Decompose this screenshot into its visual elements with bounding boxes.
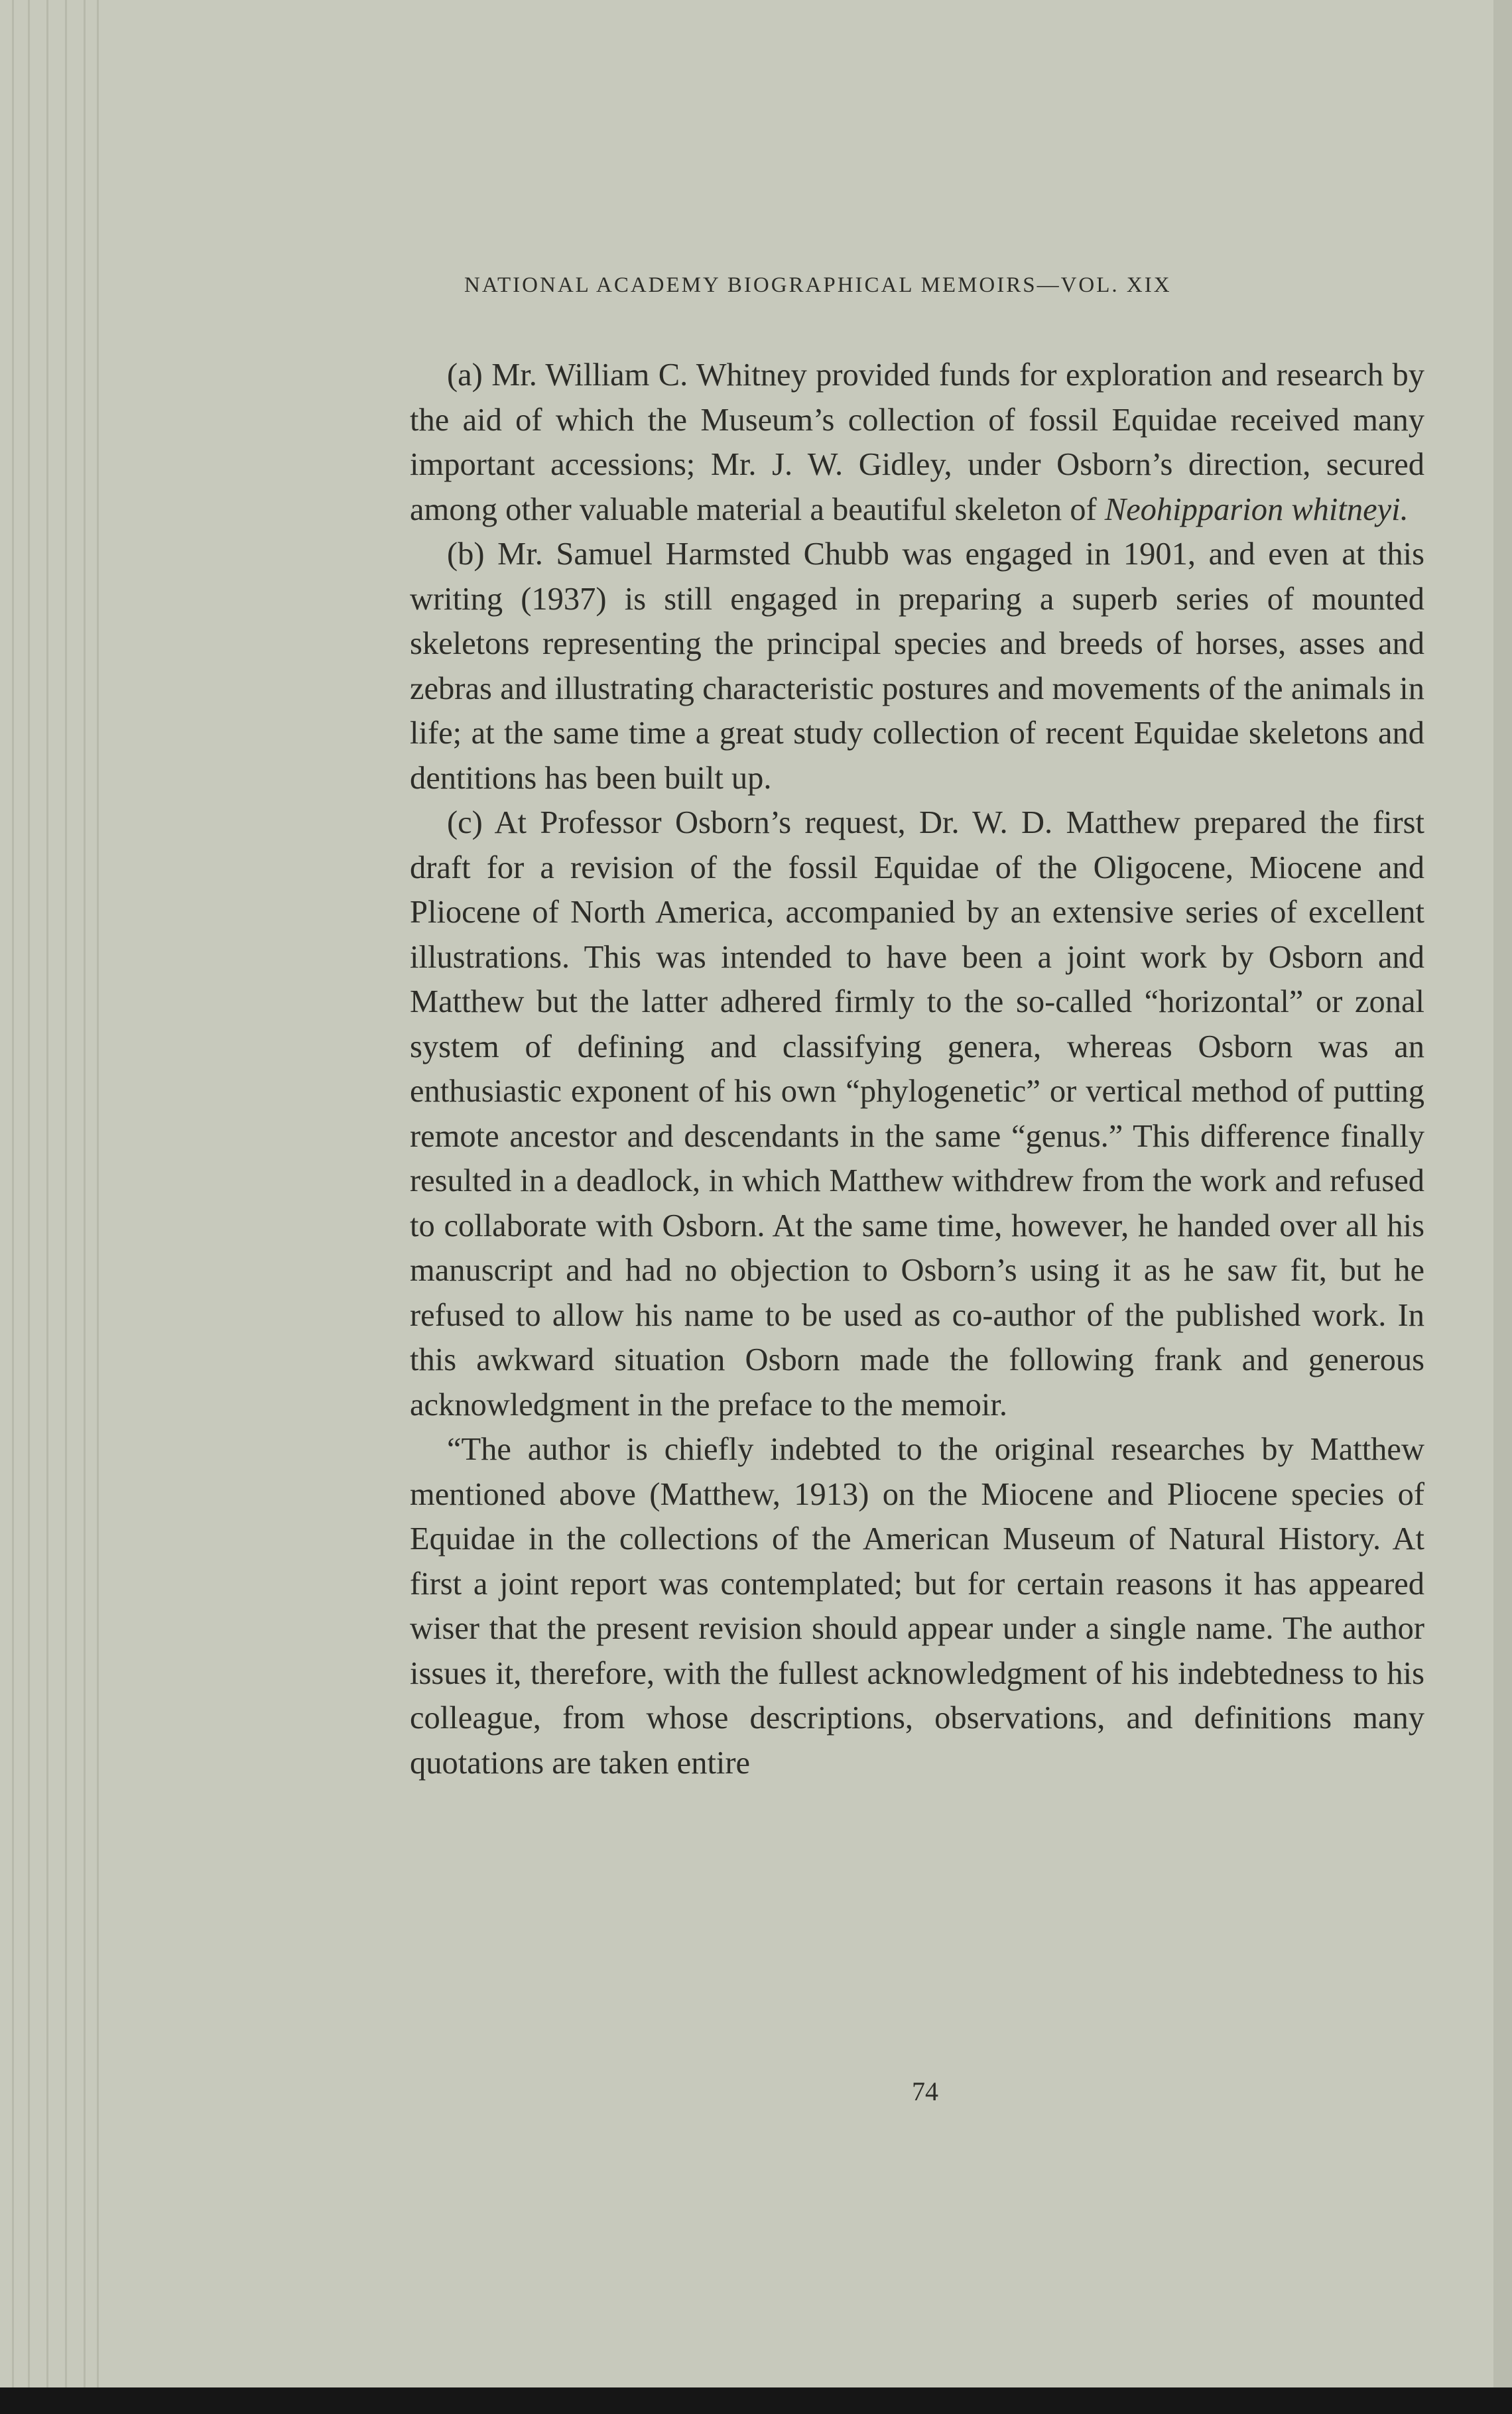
page-edge	[46, 0, 48, 2387]
body-text	[410, 353, 1424, 1785]
page-edge	[12, 0, 14, 2387]
paragraph-a-text: (a) Mr. William C. Whitney provided funds for exploration and research by the aid of which the Museum’s collection of fossil Equidae received many important accessions; Mr. J. W. Gidley, under Osborn’s direction, secured among other valuable material a beautiful skeleton of	[410, 357, 1424, 527]
paragraph-quote: “The author is chiefly indebted to the original researches by Matthew mentioned above (Matthew, 1913) on the Miocene and Pliocene species of Equidae in the collections of the American Museum of Natural History. At first a joint report was contemplated; but for certain reasons it has appeared wiser that the present revision should appear under a single name. The author issues it, therefore, with the fullest acknowledgment of his indebtedness to his colleague, from whose descriptions, observations, and definitions many quotations are taken entire	[410, 1432, 1424, 1781]
page-edge	[65, 0, 67, 2387]
page-number: 74	[912, 2076, 938, 2106]
paragraph-a	[410, 353, 1424, 532]
species-name: Neohipparion whitneyi.	[1104, 491, 1409, 527]
page-edge	[97, 0, 99, 2387]
page-edge	[28, 0, 30, 2387]
paragraph-b: (b) Mr. Samuel Harmsted Chubb was engaged in 1901, and even at this writing (1937) is still engaged in preparing a superb series of mounted skeletons representing the principal species and breeds of horses, asses and zebras and illustrating characteristic postures and movements of the animals in life; at the same time a great study collection of recent Equidae skeletons and dentitions has been built up.	[410, 537, 1424, 796]
page-edge	[84, 0, 86, 2387]
scan-border	[0, 2387, 1512, 2414]
paragraph-c: (c) At Professor Osborn’s request, Dr. W. D. Matthew prepared the first draft for a revision of the fossil Equidae of the Oligocene, Miocene and Pliocene of North America, accompanied by an extensive series of excellent illustrations. This was intended to have been a joint work by Osborn and Matthew but the latter adhered firmly to the so-called “horizontal” or zonal system of defining and classifying genera, whereas Osborn was an enthusiastic exponent of his own “phylogenetic” or vertical method of putting remote ancestor and descendants in the same “genus.” This difference finally resulted in a deadlock, in which Matthew withdrew from the work and refused to collaborate with Osborn. At the same time, however, he handed over all his manuscript and had no objection to Osborn’s using it as he saw fit, but he refused to allow his name to be used as co-author of the published work. In this awkward situation Osborn made the following frank and generous acknowledgment in the preface to the memoir.	[410, 805, 1424, 1423]
running-head: NATIONAL ACADEMY BIOGRAPHICAL MEMOIRS—VOL. XIX	[464, 273, 1172, 297]
page-shadow	[1493, 0, 1512, 2387]
